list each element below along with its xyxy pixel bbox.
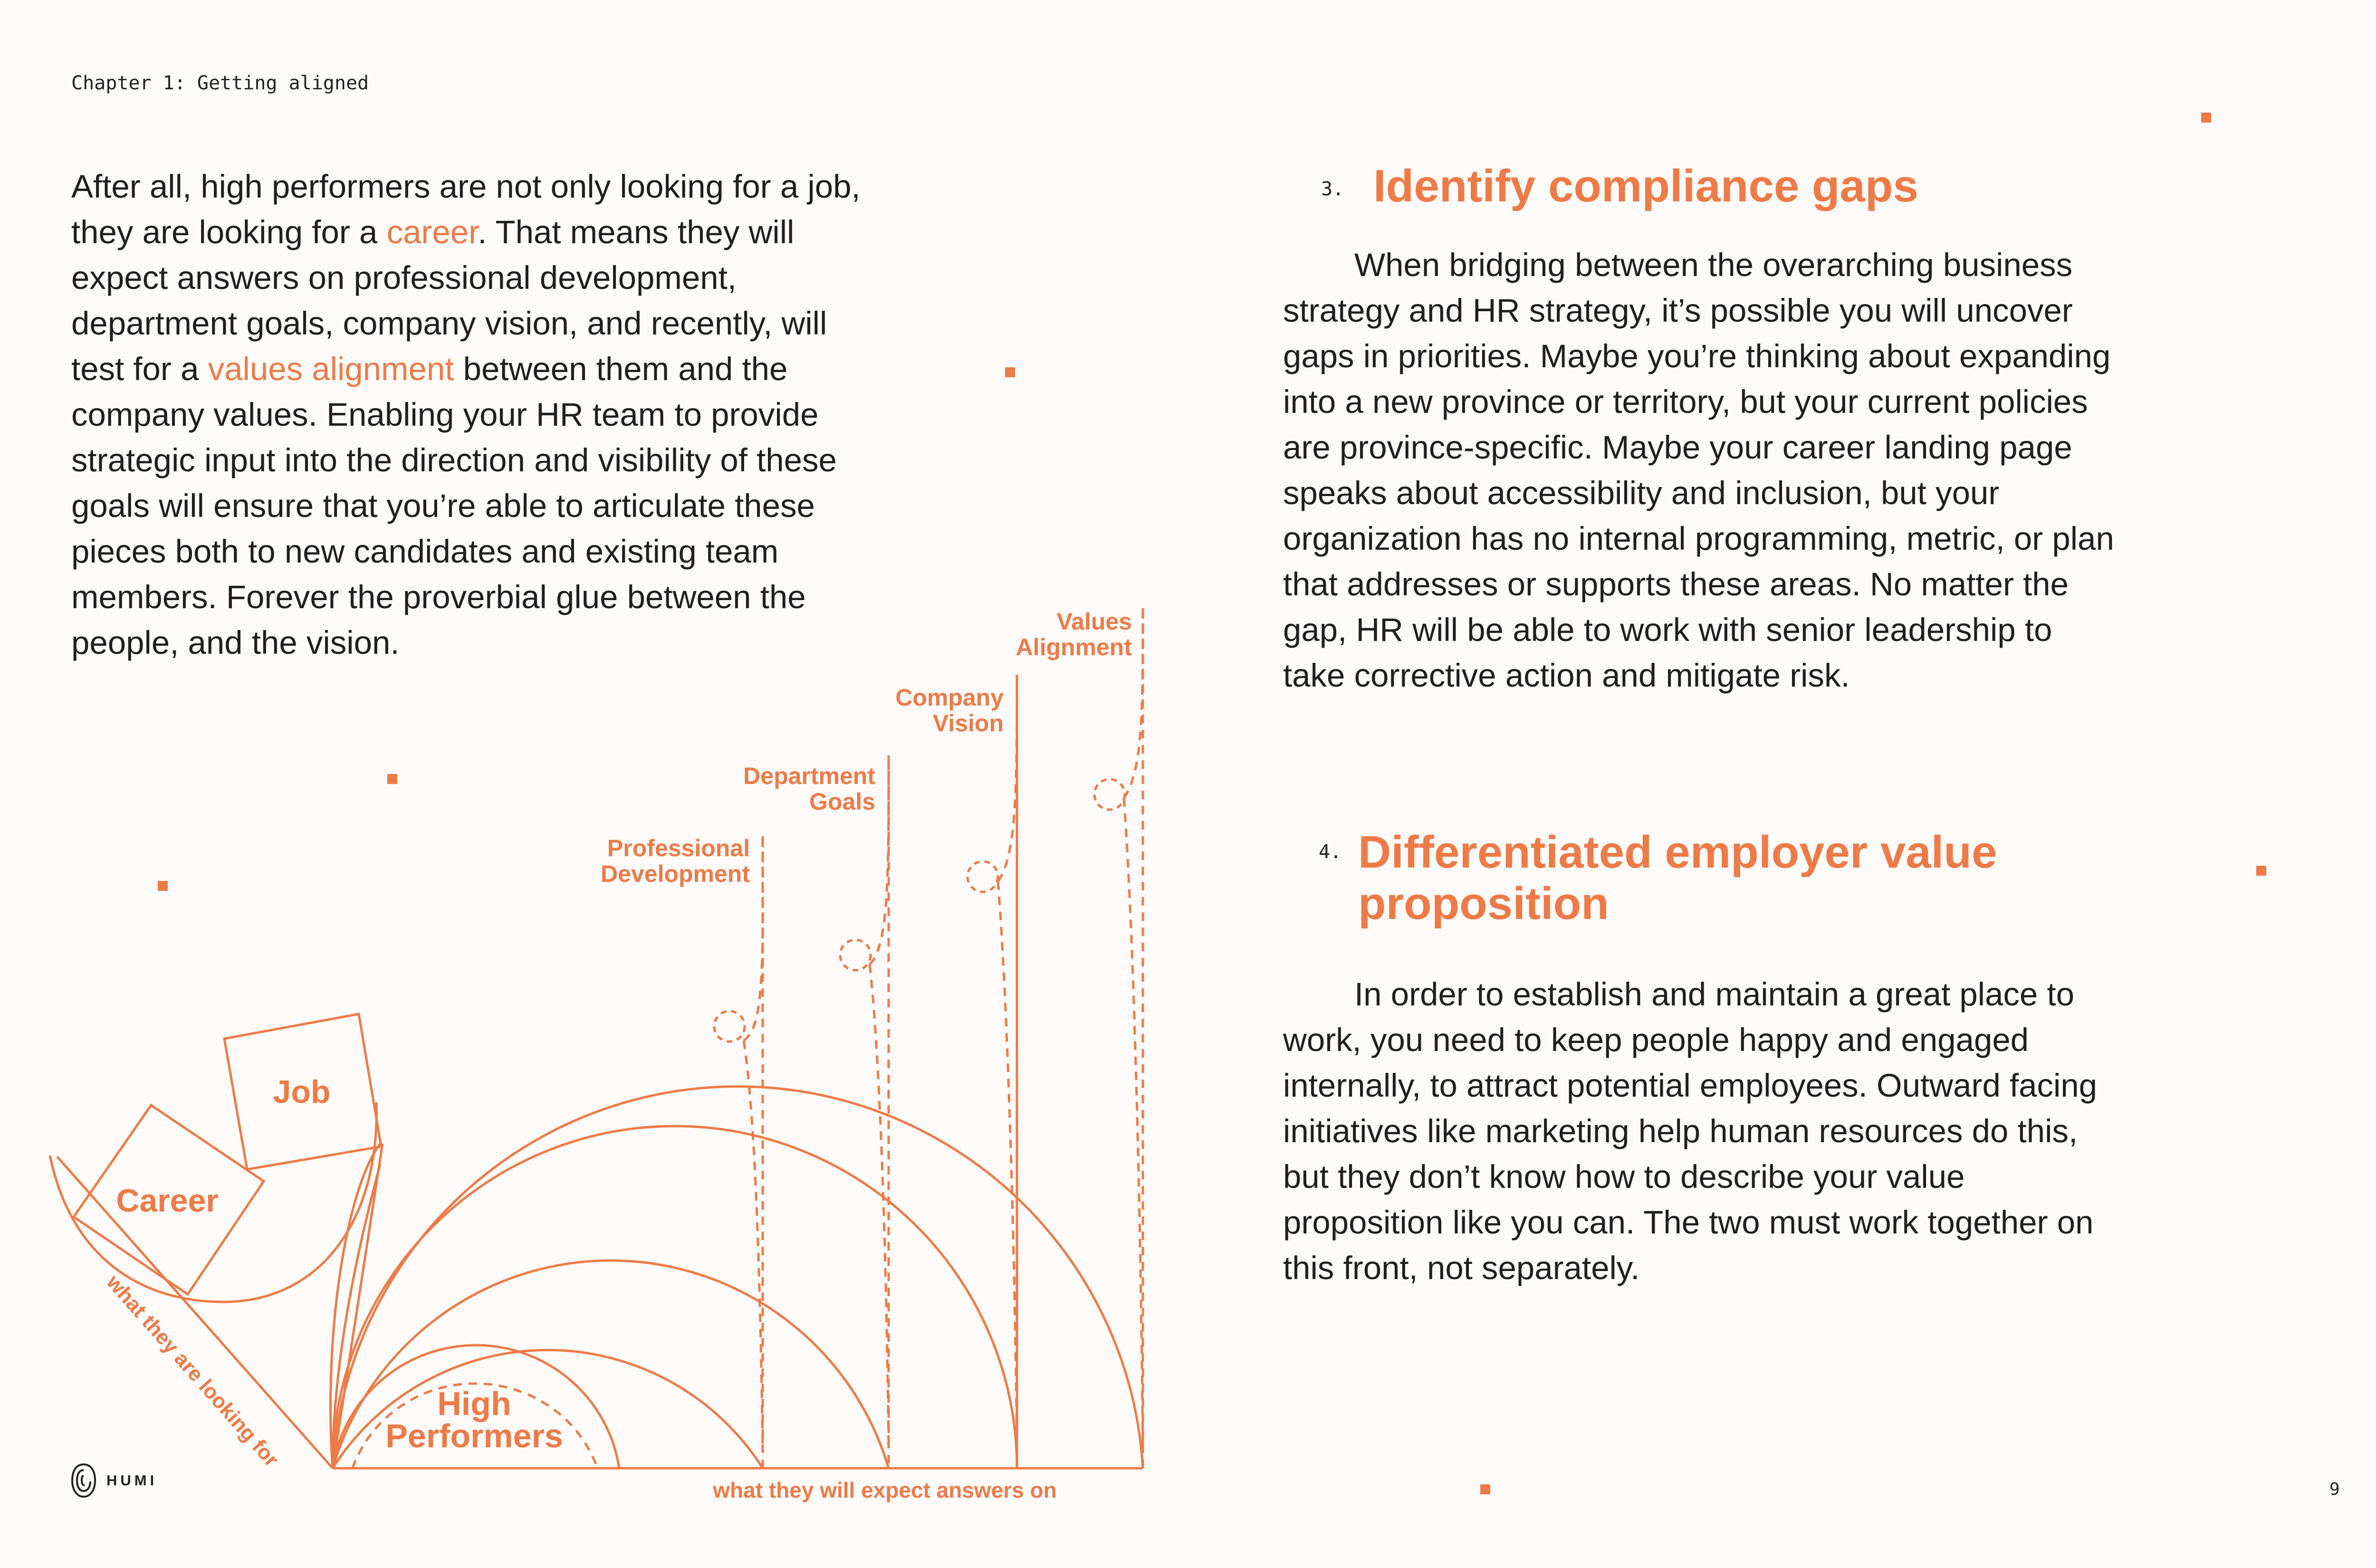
career-highlight: career	[386, 214, 478, 250]
looking-for-axis-label: what they are looking for	[102, 1271, 284, 1472]
professional-development-label-1: Professional	[607, 835, 750, 861]
page-number: 9	[2329, 1480, 2340, 1499]
job-label: Job	[273, 1074, 331, 1110]
high-performers-label-2: Performers	[385, 1417, 563, 1454]
decor-square	[2256, 866, 2266, 876]
department-goals-label-1: Department	[743, 763, 875, 789]
leader-values-lower	[1124, 798, 1143, 1449]
section-4-number: 4.	[1319, 841, 1342, 863]
humi-logo-icon	[70, 1463, 97, 1499]
values-alignment-highlight: values alignment	[208, 351, 454, 387]
company-vision-label-2: Vision	[932, 710, 1004, 736]
expect-answers-axis-label: what they will expect answers on	[713, 1478, 1057, 1502]
professional-development-label-2: Development	[601, 860, 750, 887]
section-3-text: When bridging between the overarching business strategy and HR strategy, it’s possible you will uncover gaps in priorities. Maybe you’re thinking about expanding into a new province or territory, but your current policies are province-specific. Maybe your career landing page speaks about accessibility and inclusion, but your organization has no internal programming, metric, or plan that addresses or supports these areas. No matter the gap, HR will be able to work with senior leadership to take corrective action and mitigate risk.	[1283, 247, 2114, 694]
section-4-heading: Differentiated employer value proposition	[1358, 827, 1997, 929]
intro-text-3: between them and the company values. Enabling your HR team to provide strategic input into the direction and visibility of these goals will ensure that you’re able to articulate these pieces both to new candidates and existing team members. Forever the proverbial glue between the people, and the vision.	[71, 351, 837, 661]
section-3-number: 3.	[1321, 178, 1344, 200]
brand-name: HUMI	[106, 1472, 158, 1489]
high-performers-label-1: High	[437, 1385, 511, 1422]
intro-text-1: After all, high performers are not only looking for a job, they are looking for a	[71, 168, 861, 250]
node-professional	[714, 1011, 745, 1042]
node-company	[968, 861, 998, 892]
node-department	[840, 940, 871, 970]
department-goals-label-2: Goals	[809, 788, 875, 815]
values-alignment-label-1: Values	[1056, 608, 1132, 635]
chapter-title: Chapter 1: Getting aligned	[71, 72, 369, 94]
intro-text-2: . That means they will expect answers on professional development, department goals, company vision, and recently, will test for a	[71, 214, 827, 387]
leader-professional-lower	[744, 1041, 763, 1449]
section-3-heading: Identify compliance gaps	[1373, 161, 1918, 211]
career-label: Career	[116, 1183, 219, 1219]
arc-company-vision	[333, 1126, 1017, 1468]
brand-logo	[70, 1463, 157, 1499]
section-4-text: In order to establish and maintain a great place to work, you need to keep people happy and engaged internally, to attract potential employees. Outward facing initiatives like marketing help human resources do this, but they don’t know how to describe your value proposition like you can. The two must work together on this front, not separately.	[1283, 976, 2098, 1286]
leader-department-lower	[870, 965, 889, 1449]
company-vision-label-1: Company	[895, 684, 1004, 711]
section-4-body	[1283, 972, 2115, 1291]
section-3-body	[1283, 242, 2115, 698]
values-alignment-label-2: Alignment	[1016, 634, 1132, 660]
node-values	[1094, 779, 1125, 810]
decor-square	[1480, 1484, 1490, 1494]
decor-square	[2201, 113, 2211, 123]
